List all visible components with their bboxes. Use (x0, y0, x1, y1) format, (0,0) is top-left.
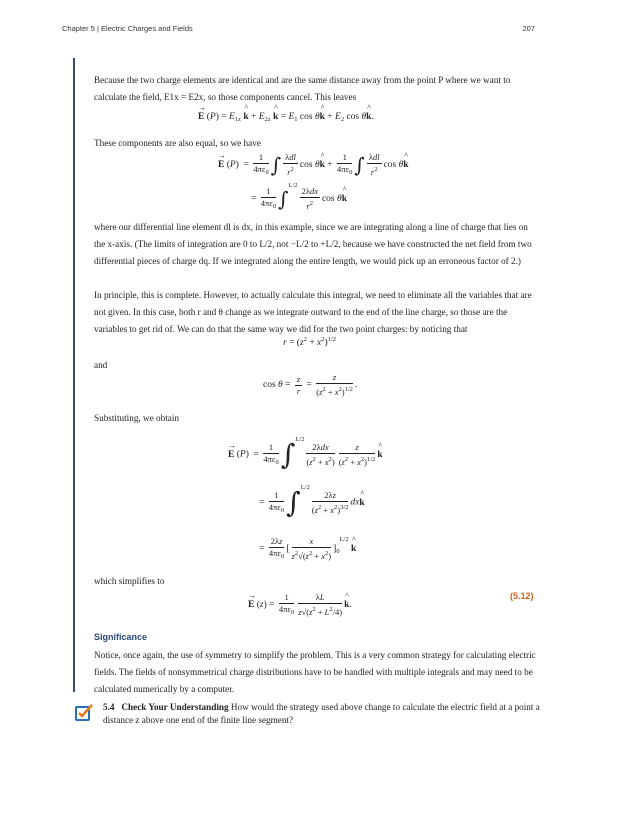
check-number: 5.4 (103, 702, 115, 712)
equation-substituted-2: = $\frac{1}{4\pi\varepsilon_0}$ ∫$^{L/2}$ $\frac{2\lambda z}{(z^2 + x^2)^{3/2}}$ dx^ k (259, 486, 365, 519)
equation-integral-1: → E (P) = $\frac{1}{4\pi\varepsilon_0}$ ∫ $\frac{\text{λdl}}{r^2}$ cos θ^ k + $\frac{1}{4\pi\varepsilon_0}$ ∫ $\frac{\text{λdl}}{r^2}$ cos θ^ k (218, 152, 409, 178)
paragraph-1: Because the two charge elements are identical and are the same distance away from the point P where we want to calculate the field, E1x = E2x, so those components cancel. This leaves (94, 75, 511, 102)
chapter-header: Chapter 5 | Electric Charges and Fields (62, 24, 193, 33)
equation-integral-2: = $\frac{1}{4\pi\varepsilon_0}$ ∫$^{L/2}$ $\frac{\text{2λdx}}{r^2}$ cos θ^ k (251, 186, 347, 212)
check-title: Check Your Understanding (121, 702, 229, 712)
paragraph-2: These components are also equal, so we have (94, 138, 261, 148)
equation-substituted-1: → E (P) = $\frac{1}{4\pi\varepsilon_0}$ ∫$^{L/2}$ $\frac{\text{2λdx}}{(z^2 + x^2)}$ $\frac{z}{(z^2 + x^2)^{1/2}}$ ^ k (228, 438, 383, 471)
paragraph-4: In principle, this is complete. However, to actually calculate this integral, we need to eliminate all the variables that are not given. In this case, both r and θ change as we integrate outward to the end of the line charge, so those are the variables to get rid of. We can do that the same way we did for the two point charges: by noticing that (94, 290, 532, 334)
paragraph-7: which simplifies to (94, 576, 165, 586)
significance-heading: Significance (94, 632, 148, 642)
check-understanding-icon (74, 703, 94, 723)
paragraph-3: where our differential line element dl is dx, in this example, since we are integrating along a line of charge that lies on the x-axis. (The limits of integration are 0 to L/2, not −L/2 to +L/2, because we have constructed the net field from two differential pieces of charge dq. If we integrated along the entire length, we would pick up an erroneous factor of 2.) (94, 222, 532, 266)
equation-e-sum: → E $(P) = E_{1z}$ ^ $k + E_{2z}$ ^ $k = E_1$ cos θ^ $k + E_2$ cos θ^ k. (198, 112, 374, 123)
equation-number: (5.12) (510, 591, 534, 601)
equation-substituted-3: = $\frac{2\lambda z}{4\pi\varepsilon_0}$ [ $\frac{x}{z^2√(z^2 + x^2)}$ ]$_0^{L/2}$ ^ k (259, 536, 356, 562)
equation-5-12: → E (z) = $\frac{1}{4\pi\varepsilon_0}$ $\frac{\lambda L}{z√(z^2 + L^2/4)}$ ^ k. (248, 592, 352, 618)
page-number: 207 (522, 24, 535, 33)
equation-r: $r = (z^2 + x^2)^{1/2}$ (283, 336, 336, 348)
paragraph-6: Substituting, we obtain (94, 413, 179, 423)
check-text: How would the strategy used above change to calculate the electric field at a point a distance z above one end of the finite line segment? (103, 702, 540, 725)
paragraph-5: and (94, 360, 108, 370)
paragraph-8: Notice, once again, the use of symmetry to simplify the problem. This is a very common strategy for calculating electric fields. The fields of nonsymmetrical charge distributions have to be handled with multiple integrals and may need to be calculated numerically by a computer. (94, 650, 536, 694)
equation-cos-theta: cos θ = $\frac{z}{r}$ = $\frac{z}{(z^2 + x^2)^{1/2}}$ . (263, 372, 358, 397)
check-understanding-block (103, 701, 543, 727)
example-sidebar-rule (73, 58, 75, 692)
